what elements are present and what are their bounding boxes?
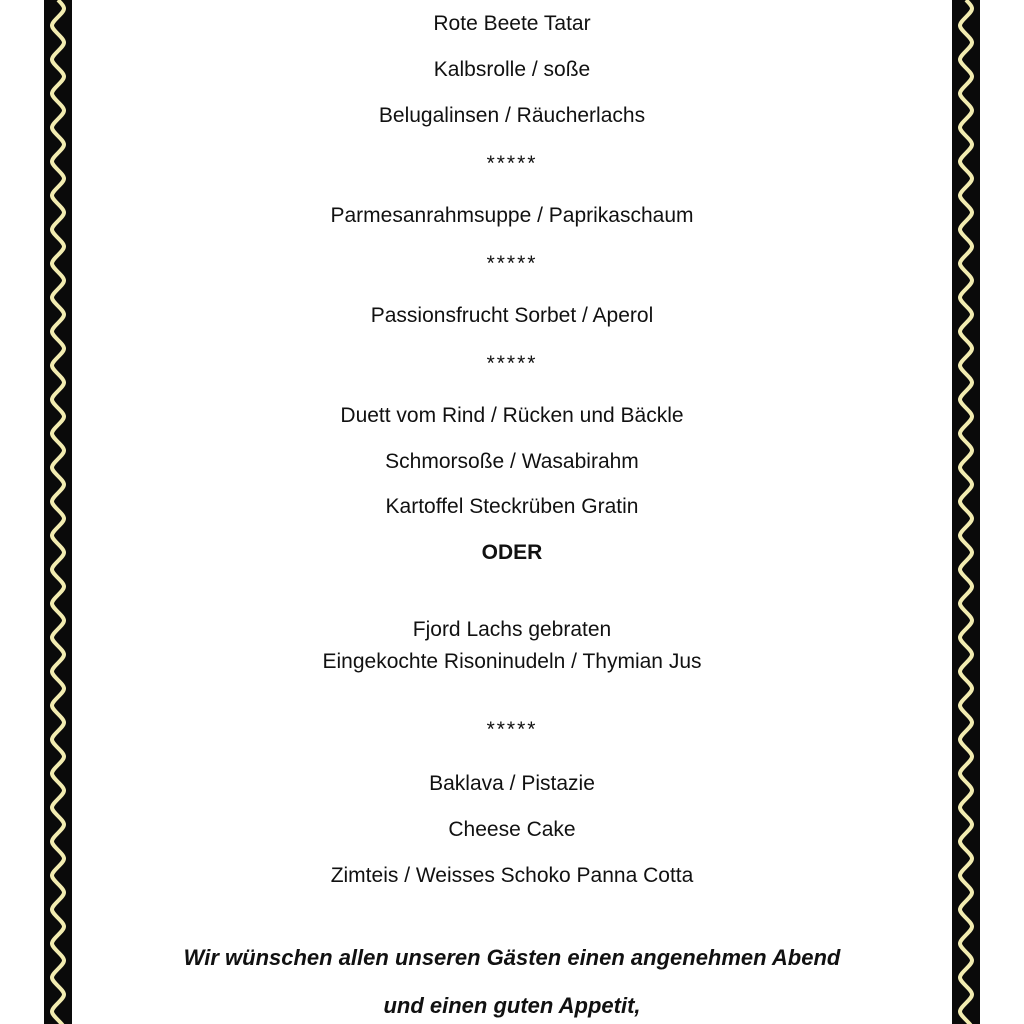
- closing-line-1: Wir wünschen allen unseren Gästen einen angenehmen Abend: [183, 945, 841, 970]
- closing-line-2: und einen guten Appetit,: [383, 993, 641, 1018]
- menu-item-starter-2: Kalbsrolle / soße: [433, 58, 591, 81]
- menu-item-dessert-3: Zimteis / Weisses Schoko Panna Cotta: [330, 864, 694, 887]
- or-divider: ODER: [481, 541, 543, 564]
- border-wave: [960, 0, 972, 1024]
- menu-item-main-2: Schmorsoße / Wasabirahm: [385, 450, 639, 473]
- menu-item-soup: Parmesanrahmsuppe / Paprikaschaum: [330, 204, 694, 227]
- menu-page: [72, 0, 952, 1024]
- course-separator-2: *****: [486, 252, 538, 275]
- menu-item-main-3: Kartoffel Steckrüben Gratin: [385, 495, 639, 518]
- decorative-border-left: [44, 0, 72, 1024]
- menu-item-starter-1: Rote Beete Tatar: [433, 12, 591, 35]
- menu-item-intermezzo: Passionsfrucht Sorbet / Aperol: [370, 304, 654, 327]
- menu-item-starter-3: Belugalinsen / Räucherlachs: [378, 104, 646, 127]
- course-separator-1: *****: [486, 152, 538, 175]
- border-pattern-right: [952, 0, 980, 1024]
- course-separator-3: *****: [486, 352, 538, 375]
- menu-item-main-1: Duett vom Rind / Rücken und Bäckle: [340, 404, 684, 427]
- menu-item-fish-1: Fjord Lachs gebraten: [412, 618, 612, 641]
- border-wave: [52, 0, 64, 1024]
- menu-item-dessert-2: Cheese Cake: [448, 818, 576, 841]
- menu-item-dessert-1: Baklava / Pistazie: [429, 772, 595, 795]
- course-separator-4: *****: [486, 718, 538, 741]
- decorative-border-right: [952, 0, 980, 1024]
- border-pattern-left: [44, 0, 72, 1024]
- menu-item-fish-2: Eingekochte Risoninudeln / Thymian Jus: [322, 650, 702, 673]
